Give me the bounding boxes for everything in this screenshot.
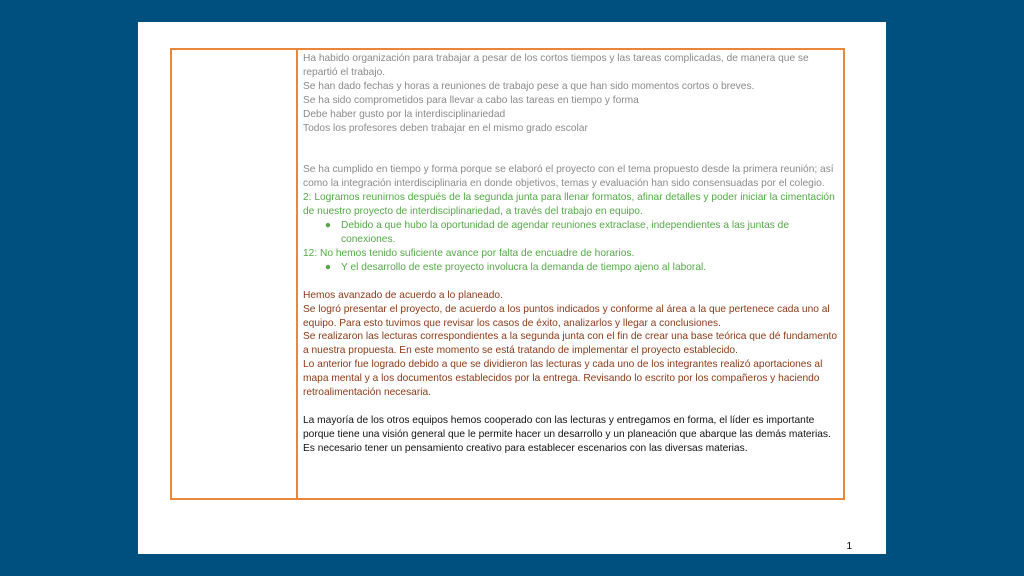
gray-line-3: Se ha sido comprometidos para llevar a cabo las tareas en tiempo y forma (303, 94, 639, 106)
green-item-1: 2: Logramos reunirnos después de la segunda junta para llenar formatos, afinar detalles y poder iniciar la cimentación de nuestro proyecto de interdisciplinariedad, a través del trabajo en equipo. (303, 192, 835, 218)
brown-line-4: Lo anterior fue logrado debido a que se dividieron las lecturas y cada uno de los integrantes realizó aportaciones al mapa mental y a los documentos establecidos por la entrega. Revisando lo escrito por los compañeros y haciendo retroalimentación necesaria. (303, 359, 823, 399)
page-number: 1 (846, 541, 852, 552)
brown-line-3: Se realizaron las lecturas correspondientes a la segunda junta con el fin de crear una base teórica que dé fundamento a nuestra propuesta. En este momento se está tratando de implementar el proyecto establecido. (303, 331, 838, 357)
black-paragraph: La mayoría de los otros equipos hemos cooperado con las lecturas y entregamos en forma, el líder es importante porque tiene una visión general que le permite hacer un desarrollo y un planeación que abarque las demás materias. Es necesario tener un pensamiento creativo para establecer escenarios con las diversas materias. (303, 414, 831, 454)
gray-paragraph-2: Se ha cumplido en tiempo y forma porque se elaboró el proyecto con el tema propuesto desde la primera reunión; así como la integración interdisciplinaria en donde objetivos, temas y evaluación han sido consensuadas por el colegio. (303, 164, 834, 190)
gray-comments (303, 52, 845, 191)
gray-line-2: Se han dado fechas y horas a reuniones de trabajo pese a que han sido momentos cortos o breves. (303, 80, 755, 92)
black-comments (303, 414, 845, 456)
green-bullet-1-text: Debido a que hubo la oportunidad de agendar reuniones extraclase, independientes a las juntas de conexiones. (341, 220, 790, 245)
green-bullet-2 (303, 261, 845, 275)
gray-line-5: Todos los profesores deben trabajar en el mismo grado escolar (303, 122, 588, 134)
evaluation-table (170, 48, 845, 500)
green-bullet-2-text: Y el desarrollo de este proyecto involucra la demanda de tiempo ajeno al laboral. (341, 261, 707, 273)
brown-line-1: Hemos avanzado de acuerdo a lo planeado. (303, 289, 503, 301)
green-bullet-1 (303, 219, 845, 247)
gray-line-4: Debe haber gusto por la interdisciplinariedad (303, 108, 506, 120)
brown-comments (303, 289, 845, 400)
content-cell (303, 52, 845, 456)
bullet-icon: ● (324, 220, 332, 232)
gray-line-1: Ha habido organización para trabajar a pesar de los cortos tiempos y las tareas complicadas, de manera que se repartió el trabajo. (303, 53, 809, 78)
bullet-icon: ● (324, 261, 332, 273)
empty-left-cell (172, 50, 298, 498)
document-page (138, 22, 886, 554)
green-comments (303, 191, 845, 274)
green-item-2: 12: No hemos tenido suficiente avance por falta de encuadre de horarios. (303, 247, 635, 259)
brown-line-2: Se logró presentar el proyecto, de acuerdo a los puntos indicados y conforme al área a la que pertenece cada uno al equipo. Para esto tuvimos que revisar los casos de éxito, analizarlos y llegar a conclusiones. (303, 303, 830, 329)
